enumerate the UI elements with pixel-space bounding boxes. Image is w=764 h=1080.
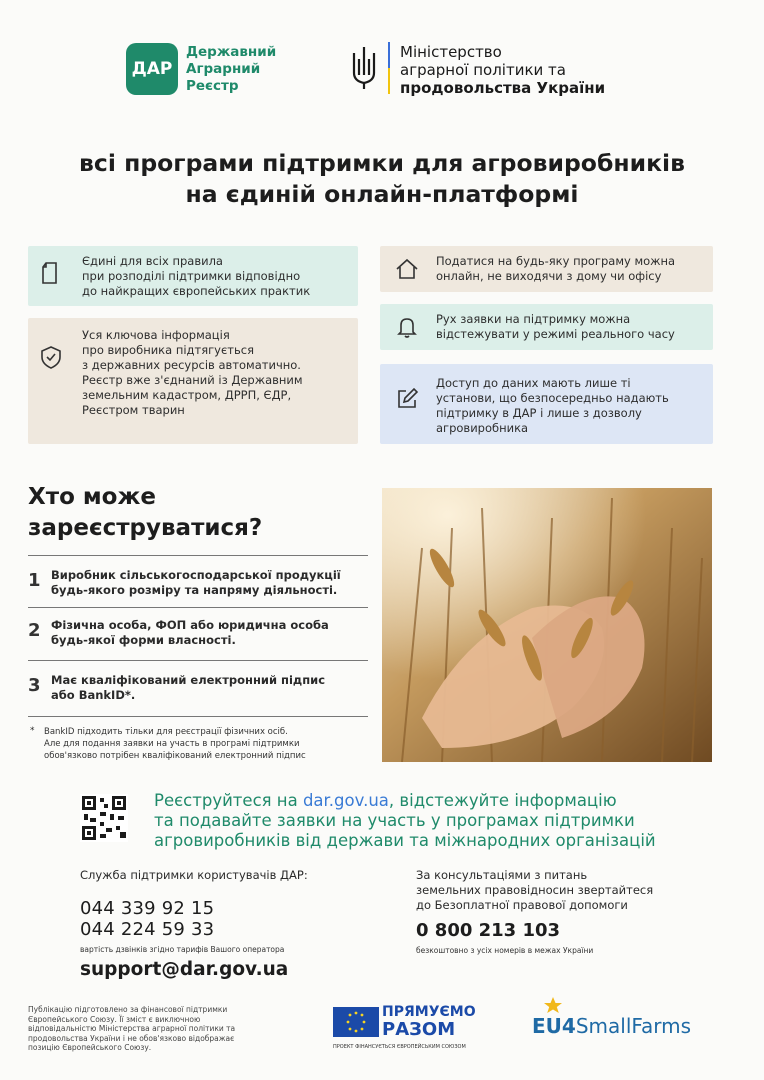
edit-icon	[394, 386, 420, 412]
who-item-line: будь-якого розміру та напряму діяльності.	[51, 583, 338, 597]
disclaimer-line: продовольства України і не обов'язково відображає	[28, 1033, 235, 1043]
support-email[interactable]: support@dar.gov.ua	[80, 959, 289, 980]
feature-text-line: з державних ресурсів автоматично.	[82, 358, 301, 372]
shield-check-icon	[38, 344, 64, 370]
feature-text-line: Податися на будь-яку програму можна	[436, 254, 676, 268]
disclaimer-line: Європейського Союзу. Її зміст є виключною	[28, 1014, 201, 1024]
house-icon	[394, 256, 420, 282]
feature-card-online	[380, 246, 713, 292]
who-item-line: будь-якої форми власності.	[51, 633, 236, 647]
hotline-phone[interactable]: 0 800 213 103	[416, 920, 561, 941]
eu-funded-note: ПРОЕКТ ФІНАНСУЄТЬСЯ ЄВРОПЕЙСЬКИМ СОЮЗОМ	[333, 1044, 466, 1050]
feature-text-line: агровиробника	[436, 421, 529, 435]
register-line: агровиробників від держави та міжнародних організацій	[154, 831, 656, 850]
who-item	[51, 568, 361, 598]
asterisk-mark: *	[30, 726, 35, 736]
free-call-note: безкоштовно з усіх номерів в межах України	[416, 946, 594, 955]
who-title-line: Хто може	[28, 484, 156, 510]
feature-card-auto-data	[28, 318, 358, 444]
ministry-line: Міністерство	[400, 43, 502, 61]
pryamuemo-razom-logo	[382, 1005, 476, 1039]
disclaimer-line: відповідальністю Міністерства аграрної політики та	[28, 1024, 236, 1033]
feature-text-line: до найкращих європейських практик	[82, 284, 311, 298]
feature-text-line: земельним кадастром, ДРРП, ЄДР,	[82, 388, 292, 402]
feature-text-line: відстежувати у режимі реального часу	[436, 327, 675, 341]
page-title	[0, 148, 764, 210]
support-phone[interactable]: 044 224 59 33	[80, 919, 215, 940]
dar-name-line: Реєстр	[186, 78, 239, 94]
feature-text-line: Рух заявки на підтримку можна	[436, 312, 631, 326]
register-line: та подавайте заявки на участь у програмах підтримки	[154, 811, 635, 830]
feature-text-line: при розподілі підтримки відповідно	[82, 269, 301, 283]
note-line: Але для подання заявки на участь в програмі підтримки	[44, 739, 300, 749]
dar-logo-text: ДАР	[131, 59, 173, 79]
consult-line: За консультаціями з питань	[416, 868, 588, 882]
who-item	[51, 618, 361, 648]
feature-text-line: Єдині для всіх правила	[82, 254, 223, 268]
feature-card-access	[380, 364, 713, 444]
register-prefix: Реєструйтеся на	[154, 791, 303, 810]
register-rest: , відстежуйте інформацію	[388, 791, 617, 810]
item-number: 2	[28, 620, 41, 641]
consult-line: до Безоплатної правової допомоги	[416, 898, 628, 912]
who-item-line: Фізична особа, ФОП або юридична особа	[51, 618, 329, 632]
support-phone[interactable]: 044 339 92 15	[80, 898, 215, 919]
ministry-line: аграрної політики та	[400, 61, 566, 79]
eu4smallfarms-logo	[532, 1014, 691, 1038]
ministry-divider	[388, 42, 390, 94]
consult-text	[416, 868, 706, 913]
disclaimer-line: позицію Європейського Союзу.	[28, 1043, 152, 1052]
title-line: всі програми підтримки для агровиробників	[79, 149, 685, 177]
item-number: 3	[28, 675, 41, 696]
eu-flag-icon	[333, 1007, 379, 1037]
eu4-bold: EU4	[532, 1014, 576, 1038]
feature-text-line: про виробника підтягується	[82, 343, 254, 357]
dar-link[interactable]: dar.gov.ua	[302, 791, 389, 810]
wheat-hands-photo	[382, 488, 712, 762]
dar-name-line: Аграрний	[186, 61, 261, 77]
who-item-line: Має кваліфікований електронний підпис	[51, 673, 326, 687]
divider	[28, 607, 368, 608]
feature-card-tracking	[380, 304, 713, 350]
divider	[28, 716, 368, 717]
support-title: Служба підтримки користувачів ДАР:	[80, 868, 308, 882]
item-number: 1	[28, 570, 41, 591]
qr-code[interactable]	[80, 794, 128, 842]
ministry-line: продовольства України	[400, 79, 606, 97]
who-title-line: зареєструватися?	[28, 515, 263, 541]
feature-text-line: онлайн, не виходячи з дому чи офісу	[436, 269, 662, 283]
divider	[28, 555, 368, 556]
ministry-name	[400, 43, 605, 97]
who-title	[28, 482, 262, 544]
who-item	[51, 673, 361, 703]
feature-text-line: установи, що безпосередньо надають	[436, 391, 669, 405]
consult-line: земельних правовідносин звертайтеся	[416, 883, 654, 897]
feature-text-line: Уся ключова інформація	[82, 328, 230, 342]
star-icon	[542, 996, 564, 1014]
logo-line: ПРЯМУЄМО	[382, 1004, 476, 1020]
title-line: на єдиній онлайн-платформі	[185, 180, 579, 208]
dar-name-line: Державний	[186, 44, 277, 60]
feature-text-line: підтримку в ДАР і лише з дозволу	[436, 406, 642, 420]
document-icon	[38, 260, 64, 286]
note-line: обов'язково потрібен кваліфікований електронний підпис	[44, 751, 306, 761]
bankid-note	[30, 726, 370, 762]
feature-text-line: Доступ до даних мають лише ті	[436, 376, 631, 390]
who-item-line: або BankID*.	[51, 688, 136, 702]
trident-icon	[350, 45, 378, 91]
disclaimer-line: Публікацію підготовлено за фінансової підтримки	[28, 1005, 228, 1014]
eu-disclaimer	[28, 1005, 268, 1053]
feature-text-line: Реєстр вже з'єднаний із Державним	[82, 373, 303, 387]
feature-text-line: Реєстром тварин	[82, 403, 185, 417]
bell-icon	[394, 314, 420, 340]
dar-name	[186, 44, 276, 95]
logo-line: РАЗОМ	[382, 1019, 456, 1040]
dar-logo	[126, 43, 178, 95]
divider	[28, 660, 368, 661]
note-line: BankID підходить тільки для реєстрації фізичних осіб.	[44, 727, 288, 737]
eu4-rest: SmallFarms	[575, 1014, 692, 1038]
feature-card-rules	[28, 246, 358, 306]
register-text	[154, 791, 656, 851]
tariff-note: вартість дзвінків згідно тарифів Вашого оператора	[80, 945, 285, 954]
who-item-line: Виробник сільськогосподарської продукції	[51, 568, 341, 582]
